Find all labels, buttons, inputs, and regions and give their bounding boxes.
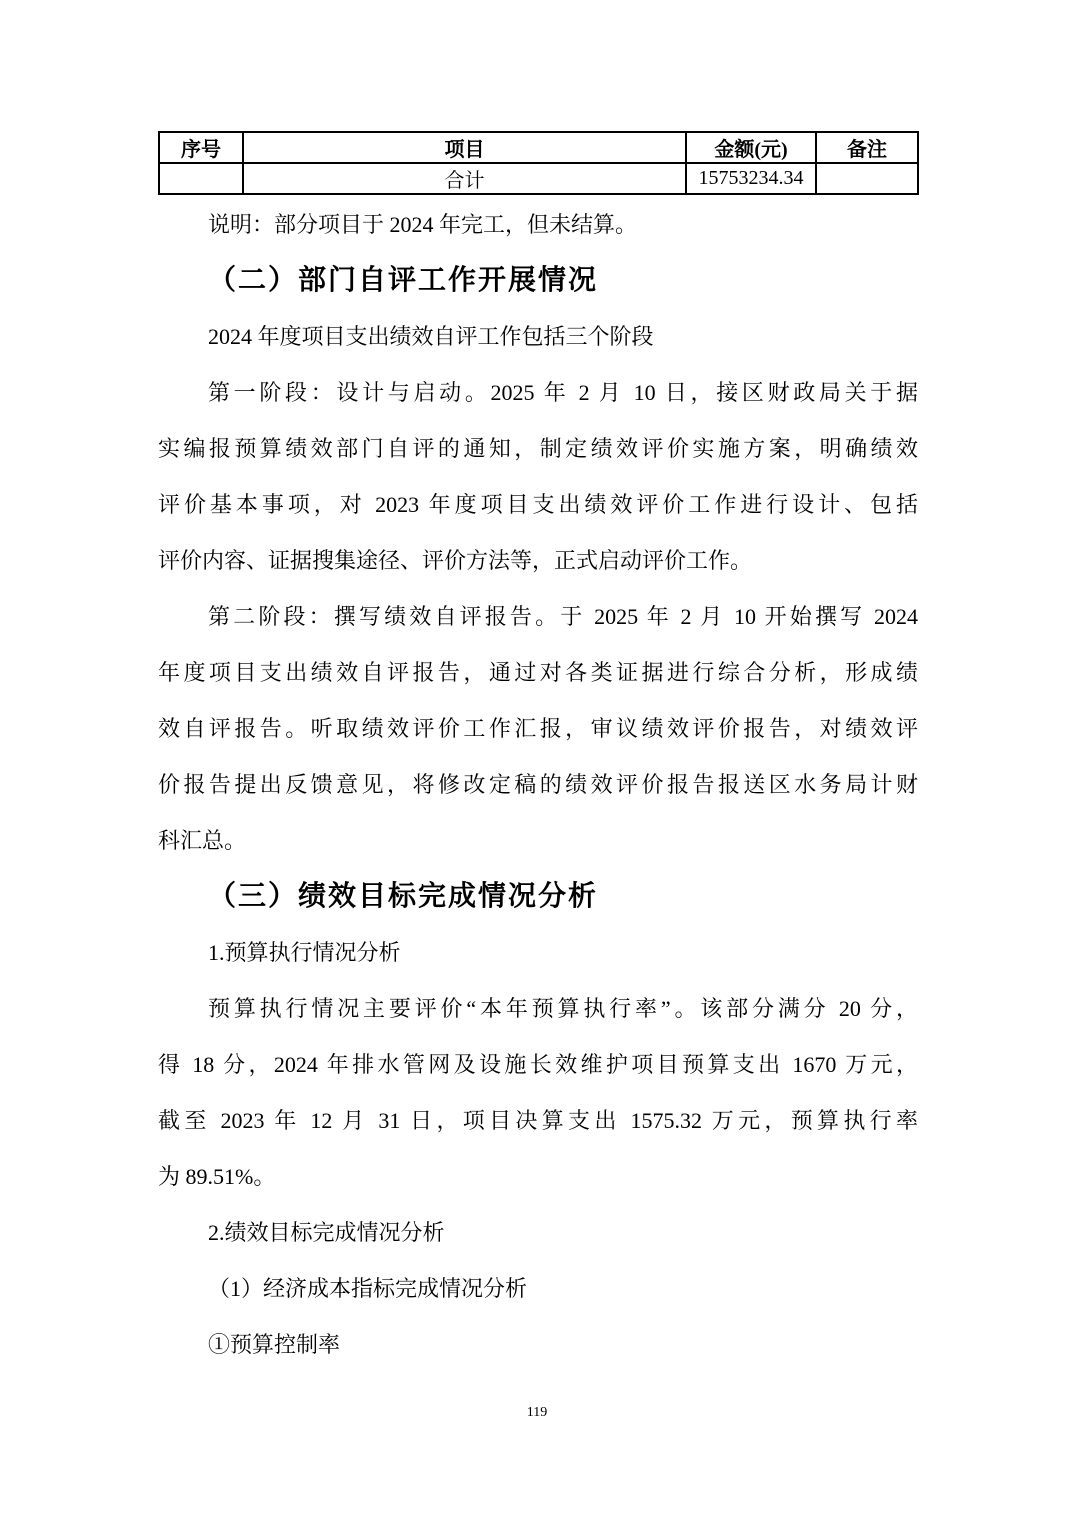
budget-analysis-line: 预算执行情况主要评价“本年预算执行率”。该部分满分 20 分， [208, 996, 918, 1021]
stage2-line: 效自评报告。听取绩效评价工作汇报，审议绩效评价报告，对绩效评 [158, 716, 918, 741]
table-header-row [159, 132, 918, 163]
stage1-paragraph [158, 365, 918, 589]
stage1-line: 评价内容、证据搜集途径、评价方法等，正式启动评价工作。 [158, 548, 753, 573]
stage1-line: 第一阶段：设计与启动。2025 年 2 月 10 日，接区财政局关于据 [208, 380, 918, 405]
section3-item1: 1.预算执行情况分析 [208, 940, 401, 965]
section2-intro: 2024 年度项目支出绩效自评工作包括三个阶段 [208, 324, 654, 349]
stage1-line: 评价基本事项，对 2023 年度项目支出绩效评价工作进行设计、包括 [158, 492, 918, 517]
table-header-note: 备注 [816, 132, 918, 163]
summary-table [158, 131, 919, 195]
table-header-seq: 序号 [159, 132, 243, 163]
table-header-amount: 金额(元) [686, 132, 816, 163]
stage1-line: 实编报预算绩效部门自评的通知，制定绩效评价实施方案，明确绩效 [158, 436, 918, 461]
page-number: 119 [526, 1405, 548, 1420]
section3-sub1: （1）经济成本指标完成情况分析 [208, 1276, 528, 1301]
table-header-item: 项目 [243, 132, 686, 163]
stage2-line: 第二阶段：撰写绩效自评报告。于 2025 年 2 月 10 开始撰写 2024 [208, 604, 918, 629]
section3-item2: 2.绩效目标完成情况分析 [208, 1220, 445, 1245]
section3-heading: （三）绩效目标完成情况分析 [208, 881, 599, 912]
note-line: 说明：部分项目于 2024 年完工，但未结算。 [208, 212, 638, 237]
total-seq-cell [159, 163, 243, 194]
stage2-line: 科汇总。 [158, 828, 247, 853]
budget-analysis-line: 为 89.51%。 [158, 1164, 276, 1189]
document-content [158, 131, 918, 1373]
budget-analysis-line: 截至 2023 年 12 月 31 日，项目决算支出 1575.32 万元，预算执行率 [158, 1108, 918, 1133]
stage2-paragraph [158, 589, 918, 869]
total-note-cell [816, 163, 918, 194]
stage2-line: 年度项目支出绩效自评报告，通过对各类证据进行综合分析，形成绩 [158, 660, 918, 685]
section3-sub2: ①预算控制率 [208, 1332, 341, 1357]
total-item-cell: 合计 [243, 163, 686, 194]
budget-analysis-line: 得 18 分，2024 年排水管网及设施长效维护项目预算支出 1670 万元， [158, 1052, 918, 1077]
total-amount-cell: 15753234.34 [686, 163, 816, 194]
table-total-row [159, 163, 918, 194]
budget-analysis-paragraph [158, 981, 918, 1205]
stage2-line: 价报告提出反馈意见，将修改定稿的绩效评价报告报送区水务局计财 [158, 772, 918, 797]
section2-heading: （二）部门自评工作开展情况 [208, 265, 599, 296]
